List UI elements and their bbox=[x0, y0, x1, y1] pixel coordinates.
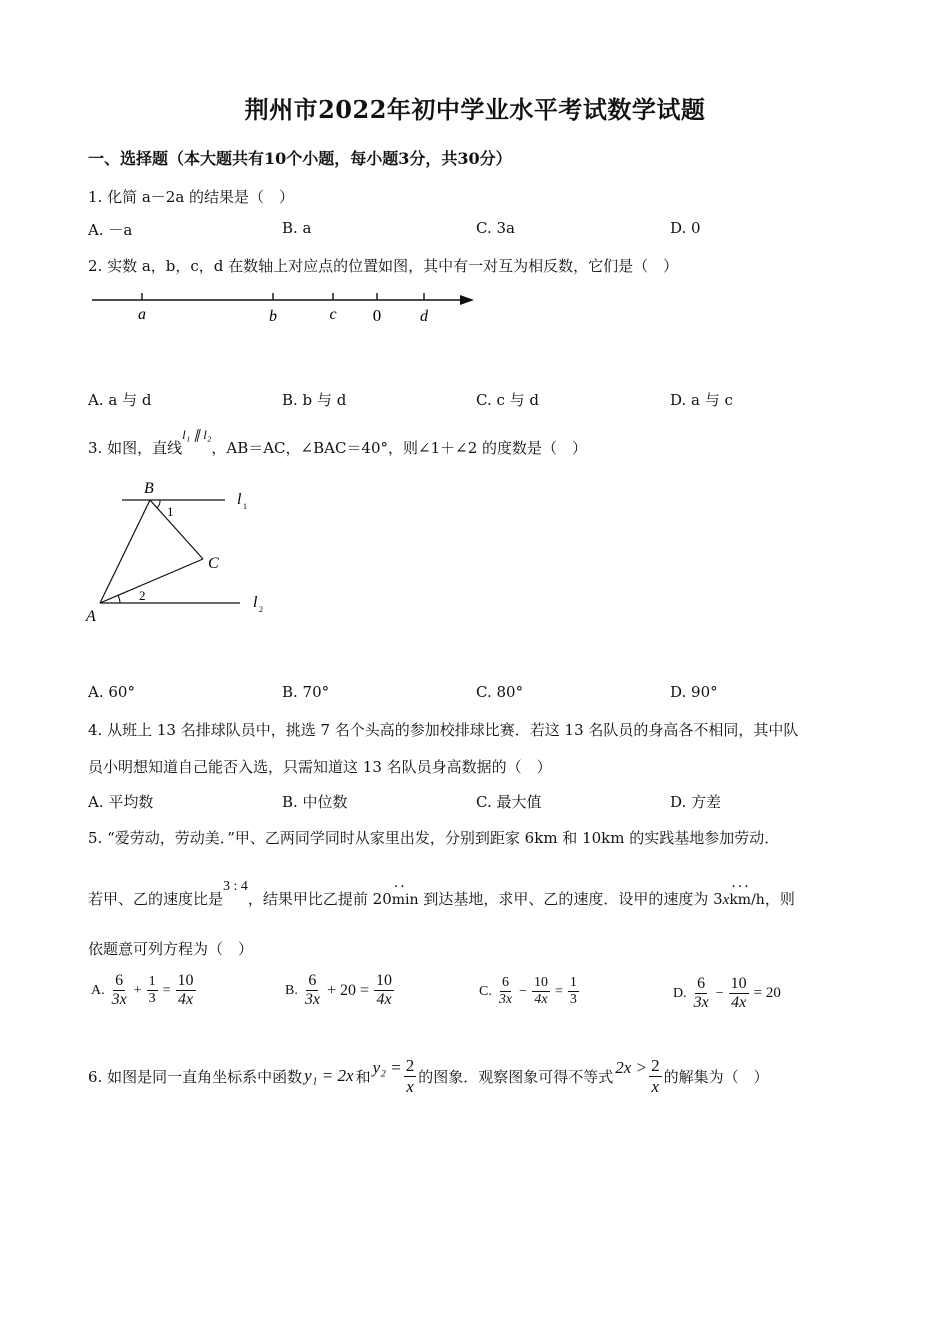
vertex-a: A bbox=[86, 608, 96, 625]
question-1-stem: 1. 化简 a－2a 的结果是（ ） bbox=[88, 188, 295, 206]
question-5-line-3: 依题意可列方程为（ ） bbox=[88, 940, 254, 958]
q5-text-b: ，结果甲比乙提前 20 bbox=[247, 890, 392, 908]
q6-text-a: 6. 如图是同一直角坐标系中函数 bbox=[88, 1067, 303, 1086]
q5d-op1: − bbox=[715, 985, 724, 1001]
q5a-f3-num: 10 bbox=[176, 972, 196, 991]
axis-label-b: b bbox=[269, 308, 277, 325]
q6-y2-num: 2 bbox=[405, 1056, 415, 1075]
q3-stem-prefix: 3. 如图，直线 bbox=[88, 439, 183, 457]
q6-function-y2: y₂ = bbox=[372, 1058, 402, 1078]
q1-option-c[interactable]: C. 3a bbox=[476, 219, 515, 237]
q5a-f2-den: 3 bbox=[148, 991, 156, 1007]
q5d-letter: D. bbox=[673, 985, 687, 1001]
q5a-eq: = bbox=[162, 982, 171, 998]
q2-option-d[interactable]: D. a 与 c bbox=[670, 391, 733, 409]
question-2-stem: 2. 实数 a，b，c，d 在数轴上对应点的位置如图，其中有一对互为相反数，它们是（ ） bbox=[88, 257, 679, 275]
q5d-f2-num: 10 bbox=[729, 975, 749, 994]
triangle-figure bbox=[80, 476, 280, 628]
question-4-line-2: 员小明想知道自己能否入选，只需知道这 13 名队员身高数据的（ ） bbox=[88, 758, 552, 776]
q5a-letter: A. bbox=[91, 982, 105, 998]
axis-label-c: c bbox=[329, 306, 337, 323]
side-bc bbox=[150, 500, 203, 559]
q6-ineq-num: 2 bbox=[651, 1056, 660, 1075]
q1-option-a[interactable]: A. －a bbox=[88, 221, 133, 239]
q5c-f2-den: 4x bbox=[534, 992, 548, 1008]
q5-text-a: 若甲、乙的速度比是 bbox=[88, 890, 224, 908]
q6-function-y1: y₁ = 2x bbox=[304, 1066, 354, 1086]
q5c-f1-num: 6 bbox=[500, 975, 511, 992]
q4-option-a[interactable]: A. 平均数 bbox=[88, 793, 154, 811]
var-x: x bbox=[722, 892, 730, 908]
q5c-f3-num: 1 bbox=[568, 975, 579, 992]
q6-ineq-den: x bbox=[651, 1076, 660, 1096]
unit-min: ·· min bbox=[392, 892, 419, 908]
q5b-f1-den: 3x bbox=[304, 991, 320, 1009]
q5b-f1-num: 6 bbox=[306, 972, 318, 991]
speed-ratio: 3 : 4 bbox=[223, 879, 248, 894]
q6-y2-den: x bbox=[406, 1076, 414, 1096]
q6-inequality: 2x > bbox=[615, 1058, 648, 1078]
q5-option-b[interactable] bbox=[282, 972, 396, 1010]
q2-option-c[interactable]: C. c 与 d bbox=[476, 391, 540, 409]
axis-arrow-icon bbox=[460, 295, 474, 305]
question-5-line-2 bbox=[88, 879, 795, 909]
q5a-f3-den: 4x bbox=[177, 991, 194, 1009]
q3-parallel-lines: l₁ ∥ l₂ bbox=[182, 427, 212, 442]
q4-option-d[interactable]: D. 方差 bbox=[670, 793, 722, 811]
question-5-line-1: 5. “爱劳动，劳动美．”甲、乙两同学同时从家里出发，分别到距家 6km 和 10km 的实践基地参加劳动． bbox=[88, 829, 780, 847]
q5-option-d[interactable] bbox=[670, 975, 784, 1013]
q3-option-a[interactable]: A. 60° bbox=[88, 683, 135, 701]
label-l1: l bbox=[237, 491, 242, 508]
angle-2-label: 2 bbox=[139, 588, 146, 603]
q5c-letter: C. bbox=[479, 983, 492, 999]
q5-text-d: ，则 bbox=[764, 890, 795, 908]
q5a-f1-den: 3x bbox=[111, 991, 127, 1009]
q4-option-c[interactable]: C. 最大值 bbox=[476, 793, 542, 811]
side-ac bbox=[100, 559, 203, 603]
angle-2-arc bbox=[118, 595, 120, 603]
q2-option-a[interactable]: A. a 与 d bbox=[88, 391, 152, 409]
q5-option-a[interactable] bbox=[88, 972, 198, 1010]
q3-option-b[interactable]: B. 70° bbox=[282, 683, 330, 701]
q2-option-b[interactable]: B. b 与 d bbox=[282, 391, 347, 409]
question-3-stem bbox=[88, 427, 588, 458]
q5a-f2-num: 1 bbox=[147, 974, 158, 991]
q5c-f3-den: 3 bbox=[569, 992, 577, 1008]
q3-option-d[interactable]: D. 90° bbox=[670, 683, 718, 701]
q5d-f1-den: 3x bbox=[693, 994, 709, 1012]
unit-kmh: ··· km/h bbox=[729, 892, 765, 908]
question-4-line-1: 4. 从班上 13 名排球队员中，挑选 7 名个头高的参加校排球比赛．若这 13 名队员的身高各不相同，其中队 bbox=[88, 721, 799, 739]
q1-option-d[interactable]: D. 0 bbox=[670, 219, 701, 237]
q6-text-b: 和 bbox=[355, 1067, 371, 1086]
q5c-f1-den: 3x bbox=[498, 992, 513, 1008]
axis-label-d: d bbox=[420, 308, 428, 325]
axis-label-zero: 0 bbox=[372, 306, 382, 325]
section-heading: 一、选择题（本大题共有10个小题，每小题3分，共30分） bbox=[88, 149, 512, 168]
q5-text-c: 到达基地，求甲、乙的速度．设甲的速度为 3 bbox=[418, 890, 723, 908]
angle-1-arc bbox=[157, 500, 160, 508]
q6-text-c: 的图象．观察图象可得不等式 bbox=[418, 1067, 614, 1086]
label-l2-subscript: 2 bbox=[259, 605, 263, 614]
q5a-op1: + bbox=[133, 982, 142, 998]
label-l2: l bbox=[253, 594, 258, 611]
q4-option-b[interactable]: B. 中位数 bbox=[282, 793, 348, 811]
q5d-f2-den: 4x bbox=[731, 994, 747, 1012]
q5b-f3-den: 4x bbox=[376, 991, 392, 1009]
vertex-c: C bbox=[208, 555, 219, 572]
number-line-figure bbox=[88, 286, 488, 332]
q5d-tail: = 20 bbox=[753, 985, 781, 1002]
label-l1-subscript: 1 bbox=[243, 502, 247, 511]
axis-label-a: a bbox=[138, 306, 146, 323]
q6-text-d: 的解集为（ ） bbox=[663, 1067, 769, 1086]
q5c-op1: − bbox=[519, 983, 527, 999]
q5b-f3-num: 10 bbox=[374, 972, 394, 991]
q5c-eq: = bbox=[554, 983, 563, 999]
q3-option-c[interactable]: C. 80° bbox=[476, 683, 524, 701]
vertex-b: B bbox=[144, 480, 154, 497]
q5b-letter: B. bbox=[285, 982, 298, 998]
q5c-f2-num: 10 bbox=[532, 975, 550, 992]
question-6-stem bbox=[88, 1056, 769, 1096]
q5-option-c[interactable] bbox=[476, 975, 581, 1008]
q5a-f1-num: 6 bbox=[113, 972, 125, 991]
angle-1-label: 1 bbox=[167, 504, 174, 519]
q5d-f1-num: 6 bbox=[695, 975, 707, 994]
q5b-mid: + 20 = bbox=[326, 981, 369, 999]
q3-stem-suffix: ，AB＝AC，∠BAC＝40°，则∠1＋∠2 的度数是（ ） bbox=[211, 439, 588, 457]
page-title: 荆州市2022年初中学业水平考试数学试题 bbox=[244, 95, 706, 124]
q1-option-b[interactable]: B. a bbox=[282, 219, 312, 237]
